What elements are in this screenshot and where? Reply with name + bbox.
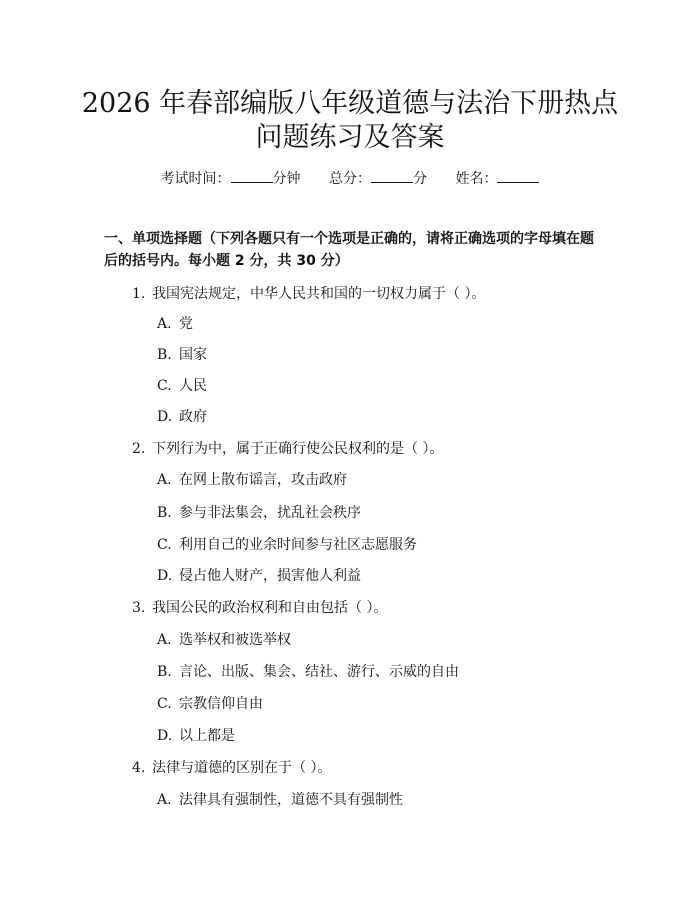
question-3-option-c	[157, 694, 263, 714]
option-text: 参与非法集会，扰乱社会秩序	[179, 505, 361, 521]
option-letter: C.	[157, 537, 172, 553]
option-letter: B.	[157, 347, 172, 363]
option-text: 党	[179, 316, 193, 332]
option-letter: A.	[157, 792, 172, 808]
question-text: 下列行为中，属于正确行使公民权利的是（ ）。	[152, 441, 444, 457]
option-letter: B.	[157, 505, 172, 521]
name-field	[455, 171, 539, 187]
option-text: 国家	[179, 347, 207, 363]
total-score-blank	[371, 170, 413, 183]
question-1-option-c	[157, 376, 207, 396]
option-text: 侵占他人财产，损害他人利益	[179, 568, 361, 584]
question-3-option-a	[157, 630, 291, 650]
document-title-line-2: 问题练习及答案	[255, 122, 445, 153]
question-1-option-d	[157, 407, 207, 427]
option-text: 法律具有强制性，道德不具有强制性	[179, 792, 403, 808]
option-letter: D.	[157, 728, 173, 744]
question-2	[132, 439, 443, 459]
name-blank	[497, 170, 539, 183]
total-score-field	[329, 171, 431, 187]
question-3-option-b	[157, 662, 459, 682]
option-text: 政府	[179, 409, 207, 425]
option-letter: C.	[157, 696, 172, 712]
question-number: 1.	[132, 286, 146, 302]
question-text: 我国公民的政治权利和自由包括（ ）。	[152, 600, 388, 616]
option-text: 言论、出版、集会、结社、游行、示威的自由	[179, 664, 459, 680]
question-number: 2.	[132, 441, 146, 457]
total-score-unit: 分	[413, 171, 427, 187]
question-2-option-b	[157, 503, 361, 523]
name-label: 姓名：	[455, 171, 498, 187]
question-2-option-c	[157, 535, 417, 555]
question-2-option-d	[157, 566, 361, 586]
exam-time-blank	[231, 170, 273, 183]
question-4	[132, 758, 331, 778]
option-letter: A.	[157, 472, 172, 488]
option-text: 利用自己的业余时间参与社区志愿服务	[179, 537, 417, 553]
exam-time-field	[161, 171, 305, 187]
total-score-label: 总分：	[329, 171, 371, 187]
document-title-line-1: 2026 年春部编版八年级道德与法治下册热点	[81, 88, 619, 119]
question-1-option-a	[157, 314, 193, 334]
section-heading-single-choice: 一、单项选择题（下列各题只有一个选项是正确的，请将正确选项的字母填在题后的括号内。每小题 2 分，共 30 分）	[104, 231, 594, 269]
exam-info-bar	[0, 168, 700, 188]
option-text: 在网上散布谣言，攻击政府	[179, 472, 347, 488]
question-number: 4.	[132, 760, 146, 776]
option-text: 人民	[179, 378, 207, 394]
question-1-option-b	[157, 345, 207, 365]
question-2-option-a	[157, 470, 347, 490]
option-letter: A.	[157, 632, 172, 648]
question-text: 我国宪法规定，中华人民共和国的一切权力属于（ ）。	[152, 286, 486, 302]
question-text: 法律与道德的区别在于（ ）。	[152, 760, 332, 776]
exam-time-unit: 分钟	[272, 171, 301, 187]
question-4-option-a	[157, 790, 403, 810]
question-3-option-d	[157, 726, 235, 746]
exam-time-label: 考试时间：	[160, 171, 231, 187]
option-letter: C.	[157, 378, 172, 394]
option-letter: D.	[157, 409, 173, 425]
question-1	[132, 284, 485, 304]
question-number: 3.	[132, 600, 146, 616]
option-letter: B.	[157, 664, 172, 680]
option-letter: A.	[157, 316, 172, 332]
question-3	[132, 598, 387, 618]
option-text: 宗教信仰自由	[179, 696, 263, 712]
option-letter: D.	[157, 568, 173, 584]
option-text: 以上都是	[179, 728, 235, 744]
option-text: 选举权和被选举权	[179, 632, 291, 648]
